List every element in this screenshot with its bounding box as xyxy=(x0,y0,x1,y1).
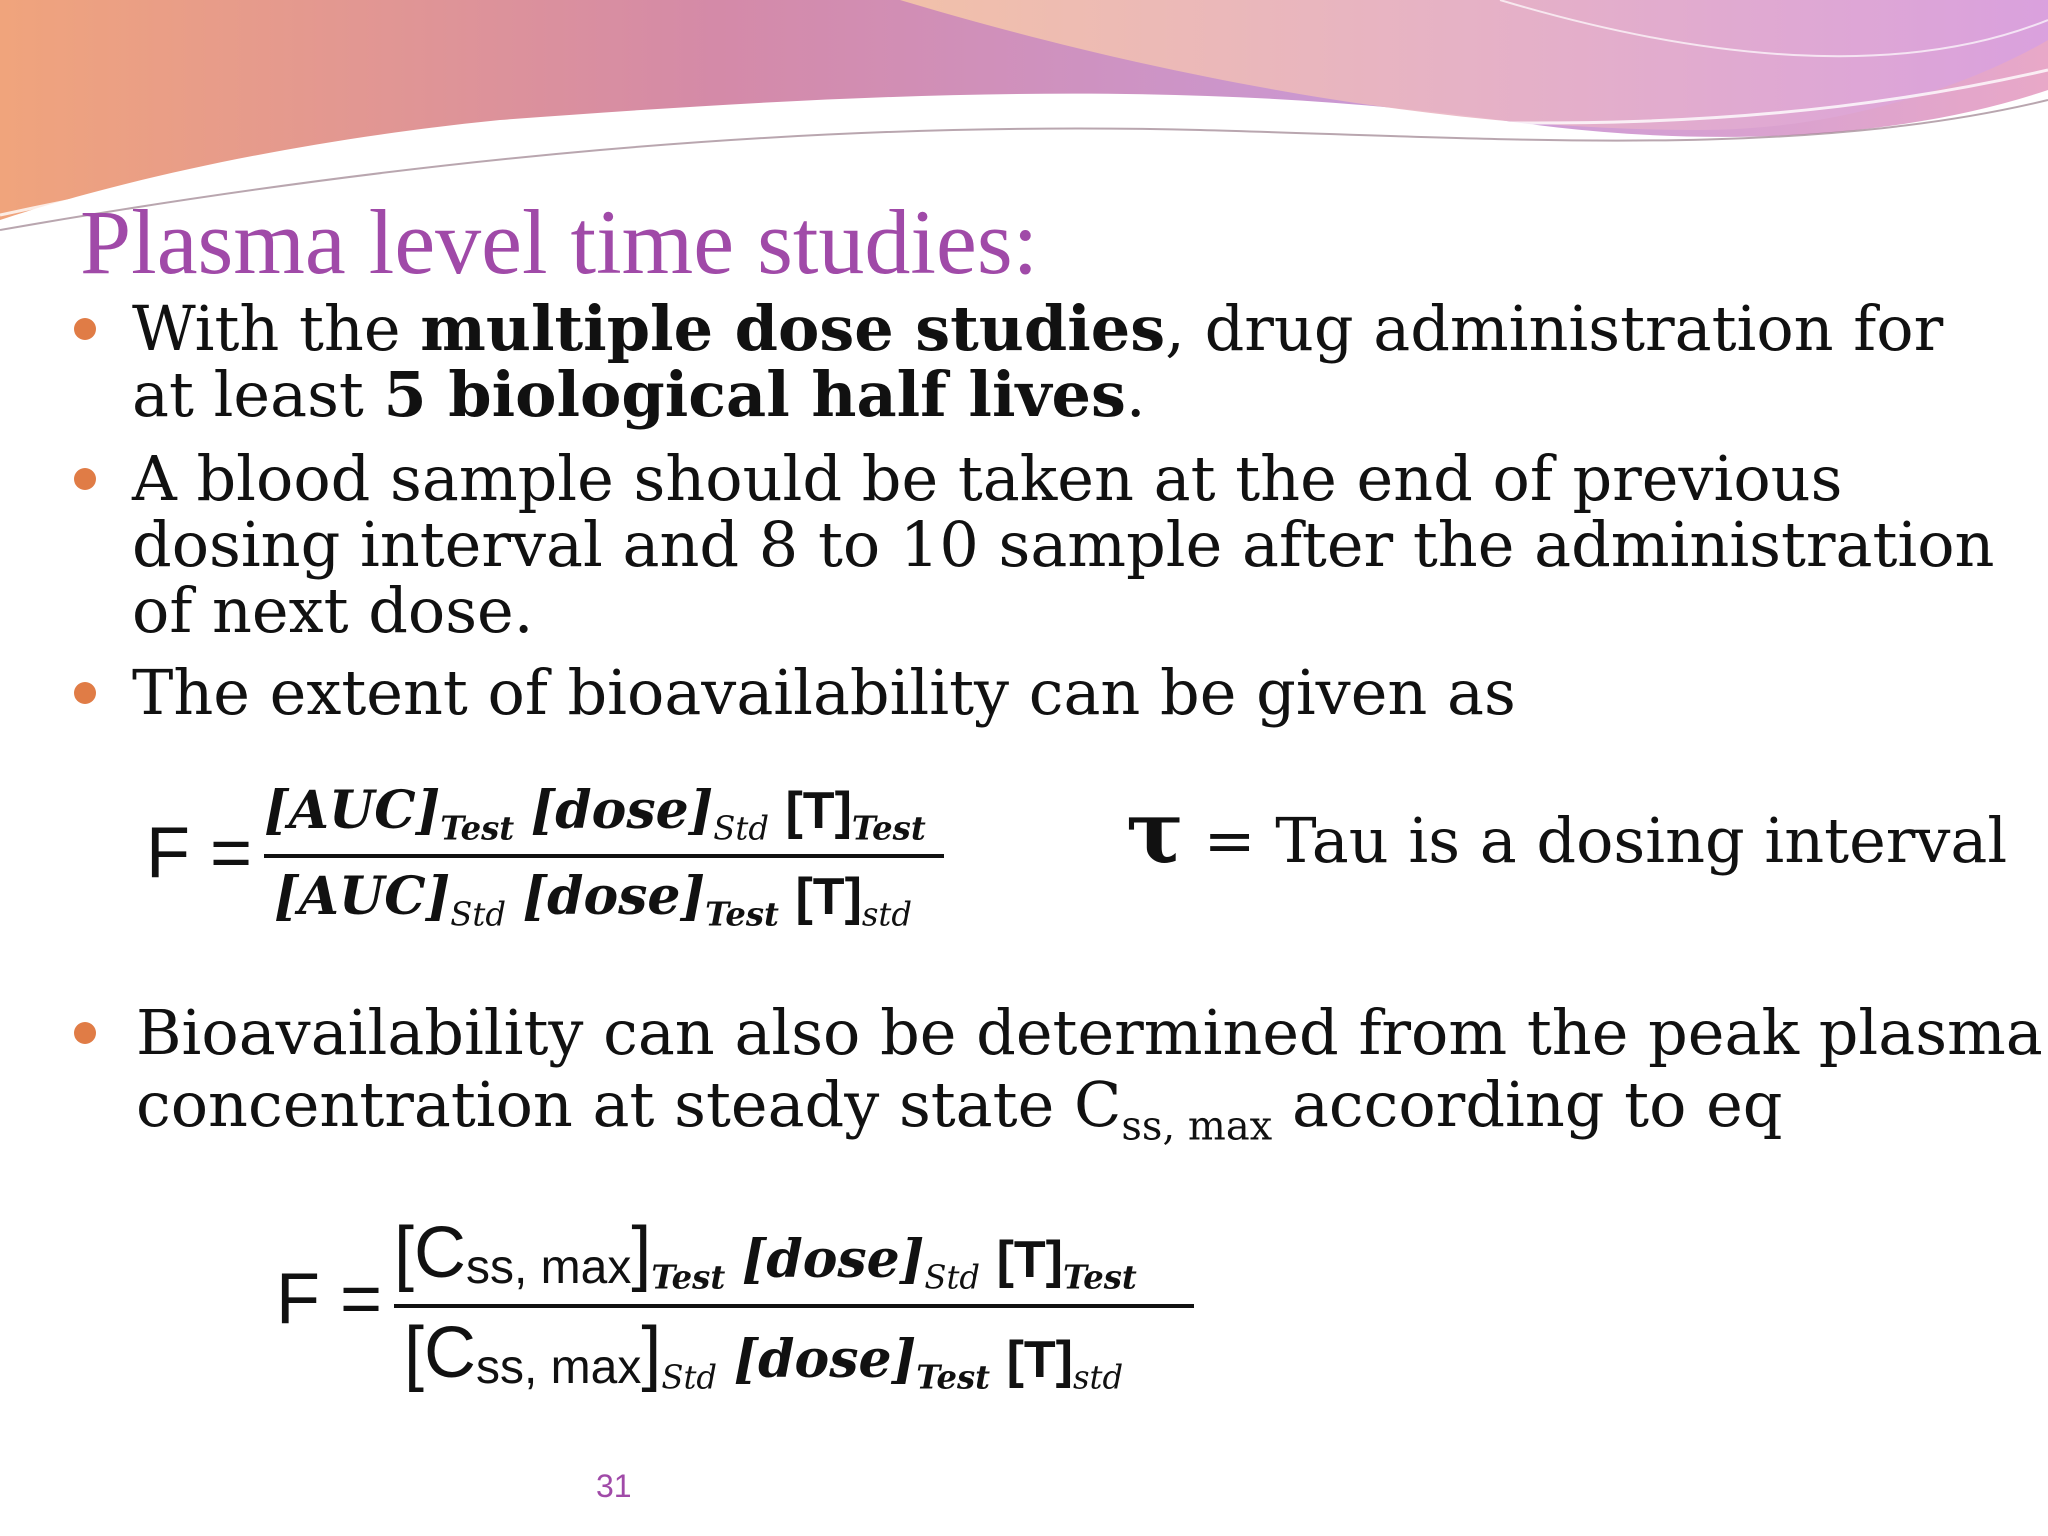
text: at least xyxy=(132,358,384,431)
bullet-dot-icon xyxy=(74,682,96,704)
text: The extent of bioavailability can be given as xyxy=(132,656,1516,729)
text: A blood sample should be taken at the end of previous xyxy=(132,442,1843,515)
subscript: std xyxy=(1072,1358,1124,1397)
text: . xyxy=(1125,358,1146,431)
term: [T] xyxy=(996,1231,1063,1289)
slide-title: Plasma level time studies: xyxy=(80,191,1039,293)
term: [dose] xyxy=(741,1229,925,1290)
bold-text: multiple dose studies xyxy=(420,292,1166,365)
term: [T] xyxy=(1006,1331,1073,1389)
term: [dose] xyxy=(530,780,714,841)
term: ] xyxy=(641,1313,662,1393)
term: [T] xyxy=(795,868,862,926)
term: ] xyxy=(631,1213,652,1293)
bullet-dot-icon xyxy=(74,468,96,490)
formula-2 xyxy=(276,1212,1216,1422)
subscript: Test xyxy=(440,809,515,848)
bullet-dot-icon xyxy=(74,1022,96,1044)
text: , drug administration for xyxy=(1165,292,1944,365)
text: concentration at steady state C xyxy=(136,1068,1122,1141)
subscript: Std xyxy=(713,809,769,848)
subscript: Test xyxy=(851,809,926,848)
formula-1 xyxy=(146,770,946,960)
subscript: Test xyxy=(705,895,779,934)
subscript: Test xyxy=(1062,1258,1137,1297)
subscript: ss, max xyxy=(1121,1103,1273,1150)
fraction-bar xyxy=(264,854,944,858)
formula-numerator xyxy=(264,780,926,847)
formula-lhs: F = xyxy=(276,1259,383,1339)
term: [C xyxy=(394,1213,466,1293)
subscript: Std xyxy=(924,1258,981,1297)
text: of next dose. xyxy=(132,574,534,647)
bold-text: 5 biological half lives xyxy=(383,358,1126,431)
formula-denominator xyxy=(274,866,912,933)
subscript: std xyxy=(861,895,913,934)
text: With the xyxy=(132,292,421,365)
tau-symbol: τ xyxy=(1126,782,1184,883)
formula-lhs: F = xyxy=(146,813,253,893)
tau-note xyxy=(1126,782,2007,883)
text: Bioavailability can also be determined from the peak plasma xyxy=(136,996,2043,1069)
term: [AUC] xyxy=(274,866,451,927)
tau-text: = Tau is a dosing interval xyxy=(1183,804,2008,877)
subscript: ss, max xyxy=(476,1341,642,1394)
term: [dose] xyxy=(733,1329,917,1390)
subscript: Test xyxy=(916,1358,991,1397)
formula-denominator xyxy=(404,1312,1123,1396)
formula-numerator xyxy=(394,1212,1137,1296)
text: according to eq xyxy=(1272,1068,1783,1141)
subscript: Std xyxy=(661,1358,718,1397)
bullet-dot-icon xyxy=(74,318,96,340)
text: dosing interval and 8 to 10 sample after the administration xyxy=(132,508,1995,581)
term: [T] xyxy=(785,782,852,840)
term: [dose] xyxy=(522,866,706,927)
subscript: Std xyxy=(450,895,506,934)
subscript: ss, max xyxy=(466,1241,632,1294)
term: [C xyxy=(404,1313,476,1393)
term: [AUC] xyxy=(264,780,441,841)
fraction-bar xyxy=(394,1304,1194,1308)
page-number: 31 xyxy=(596,1468,632,1504)
subscript: Test xyxy=(651,1258,726,1297)
